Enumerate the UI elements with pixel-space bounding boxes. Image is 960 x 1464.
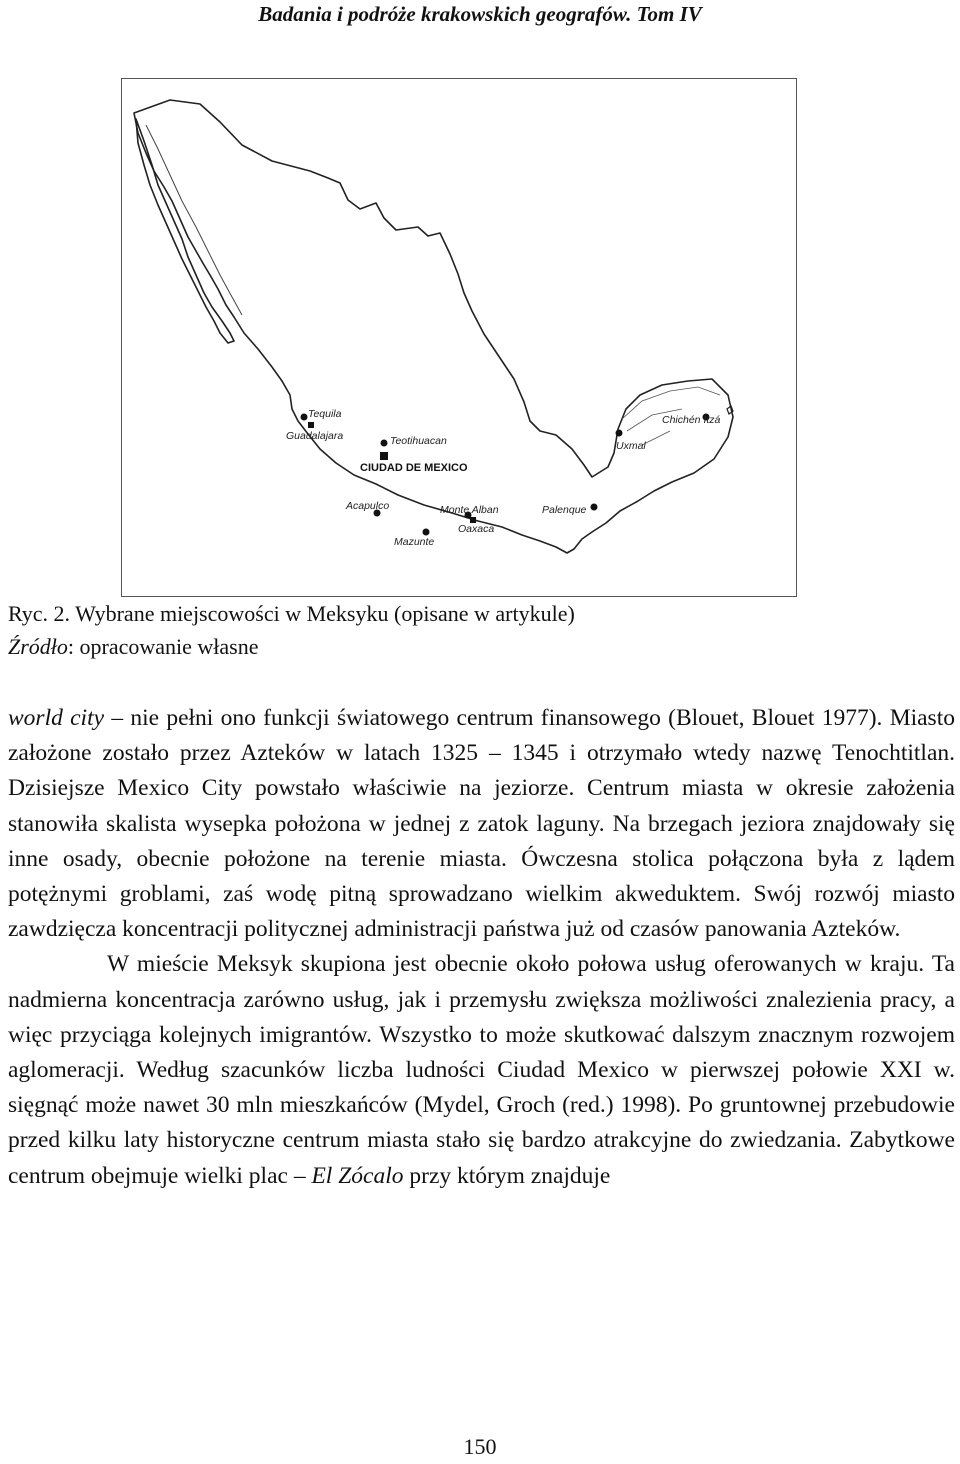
guadalajara-label: Guadalajara	[286, 430, 344, 442]
figure-source	[8, 634, 259, 660]
article-body	[8, 701, 955, 1194]
guadalajara-marker	[308, 422, 314, 428]
figure-caption: Ryc. 2. Wybrane miejscowości w Meksyku (opisane w artykule)	[8, 601, 575, 626]
mazunte-label: Mazunte	[394, 536, 435, 548]
page-number: 150	[463, 1434, 497, 1459]
acapulco-label: Acapulco	[346, 500, 390, 512]
running-header: Badania i podróże krakowskich geografów. Tom IV	[258, 2, 702, 26]
mexico-map-figure	[121, 78, 797, 597]
teotihuacan-label: Teotihuacan	[390, 435, 447, 447]
uxmal-label: Uxmal	[616, 440, 646, 452]
mazunte-marker	[423, 529, 430, 536]
palenque-marker	[591, 504, 598, 511]
source-text: : opracowanie własne	[67, 634, 259, 659]
paragraph-1-text: – nie pełni ono funkcji światowego centrum finansowego (Blouet, Blouet 1977). Miasto założone zostało przez Azteków w latach 1325 – 1345 i otrzymało wtedy nazwę Tenochtitlan. Dzisiejsze Mexico City powstało właściwie na jeziorze. Centrum miasta w okresie założenia stanowiła skalista wysepka położona w jednej z zatok laguny. Na brzegach jeziora znajdowały się inne osady, obecnie położone na terenie miasta. Ówczesna stolica połączona była z lądem potężnymi groblami, zaś wodę pitną sprowadzano wielkim akweduktem. Swój rozwój miasto zawdzięcza koncentracji politycznej administracji państwa już od czasów panowania Azteków.	[8, 705, 955, 943]
mainland-outline	[134, 100, 733, 553]
el-zocalo-term: El Zócalo	[311, 1162, 404, 1189]
palenque-label: Palenque	[542, 504, 587, 516]
chichen-itza-label: Chichén Itzá	[662, 414, 721, 426]
gulf-of-california-coast	[146, 125, 242, 315]
monte-alban-label: Monte Alban	[440, 504, 499, 516]
world-city-term: world city	[8, 705, 105, 731]
oaxaca-label: Oaxaca	[458, 523, 495, 535]
ciudad-de-mexico-marker	[380, 452, 388, 460]
uxmal-marker	[616, 430, 623, 437]
mexico-map	[122, 79, 795, 595]
paragraph-1	[8, 701, 955, 947]
paragraph-2	[8, 947, 955, 1193]
source-label: Źródło	[8, 634, 68, 659]
ciudad-de-mexico-label: CIUDAD DE MEXICO	[360, 462, 468, 474]
paragraph-2-text-b: przy którym znajduje	[403, 1162, 611, 1189]
tequila-marker	[301, 414, 308, 421]
teotihuacan-marker	[381, 440, 388, 447]
tequila-label: Tequila	[308, 408, 342, 420]
paragraph-2-text-a: W mieście Meksyk skupiona jest obecnie około połowa usług oferowanych w kraju. Ta nadmierna koncentracja zarówno usług, jak i przemysłu zwiększa możliwości znalezienia pracy, a więc przyciąga kolejnych imigrantów. Wszystko to może skutkować dalszym znacznym rozwojem aglomeracji. Według szacunków liczba ludności Ciudad Mexico w pierwszej połowie XXI w. sięgnąć może nawet 30 mln mieszkańców (Mydel, Groch (red.) 1998). Po gruntownej przebudowie przed kilku laty historyczne centrum miasta stało się bardzo atrakcyjne do zwiedzania. Zabytkowe centrum obejmuje wielki plac –	[8, 951, 955, 1189]
